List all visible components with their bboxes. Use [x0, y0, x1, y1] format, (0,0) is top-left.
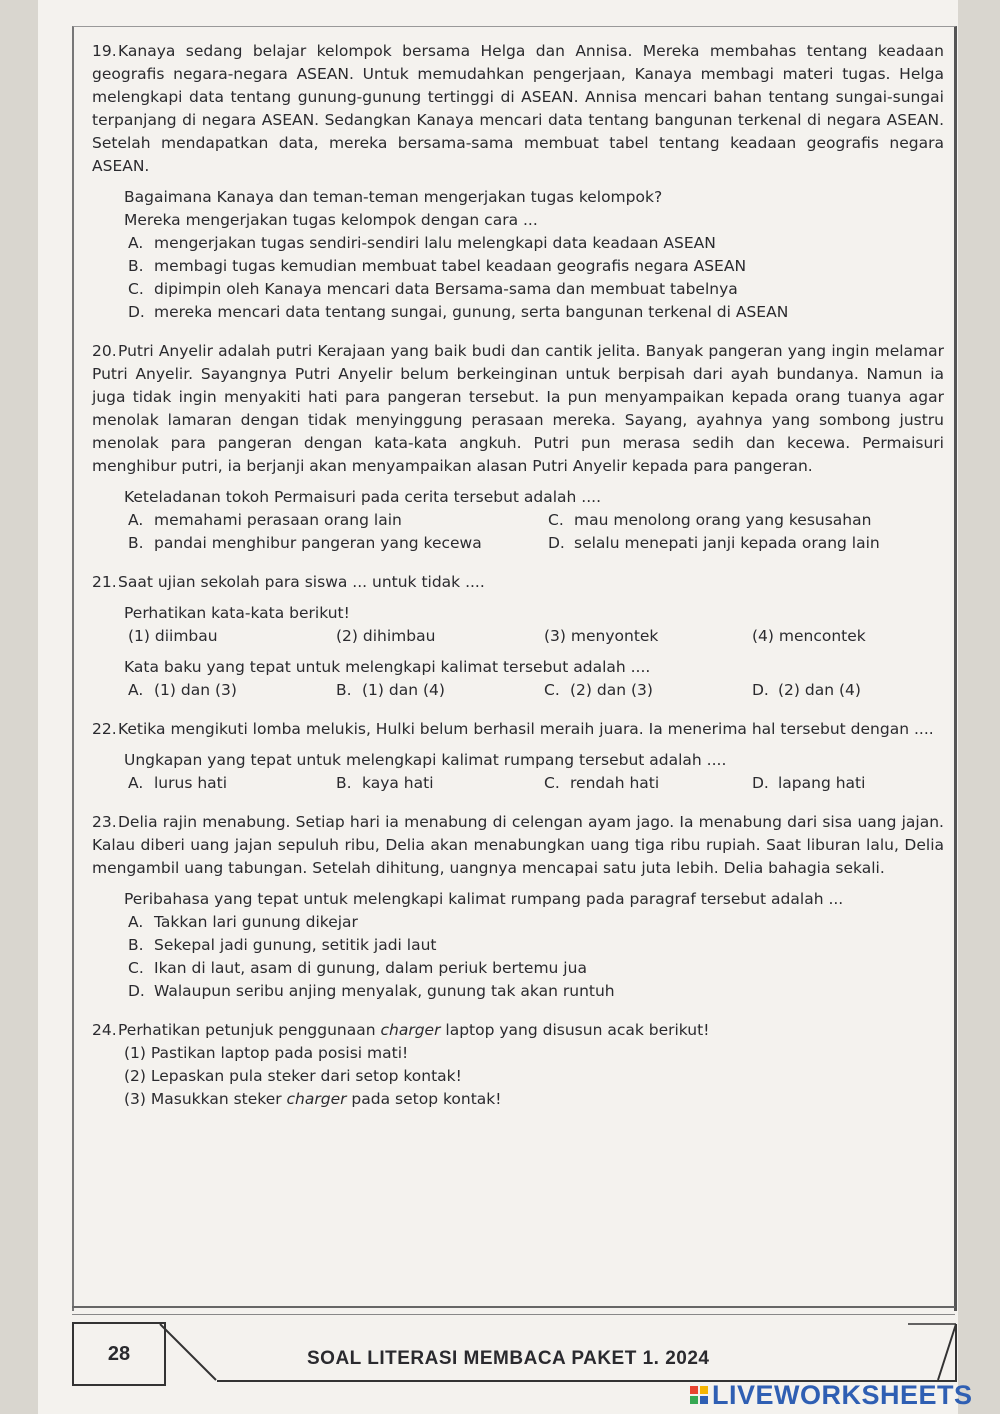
question-22-paragraph [92, 718, 944, 741]
question-content [92, 40, 944, 1127]
question-20 [92, 340, 944, 555]
question-number: 24. [92, 1021, 117, 1039]
answer-option-a[interactable]: A. mengerjakan tugas sendiri-sendiri lalu melengkapi data keadaan ASEAN [128, 234, 716, 252]
word-item: (2) dihimbau [336, 627, 436, 645]
question-21 [92, 571, 944, 702]
footer-right-decoration [908, 1322, 958, 1382]
instruction-step: (2) Lepaskan pula steker dari setop kontak! [124, 1067, 462, 1085]
liveworksheets-watermark [690, 1380, 973, 1410]
liveworksheets-logo-icon [690, 1386, 708, 1404]
question-22 [92, 718, 944, 795]
question-number: 21. [92, 573, 117, 591]
answer-options [92, 679, 944, 702]
answer-option-d[interactable]: D. selalu menepati janji kepada orang lain [548, 534, 880, 552]
question-prompt: Kata baku yang tepat untuk melengkapi kalimat tersebut adalah .... [124, 658, 651, 676]
question-23 [92, 811, 944, 1003]
question-21-sentence [92, 571, 944, 594]
answer-options [92, 772, 944, 795]
answer-option-d[interactable]: D. lapang hati [752, 774, 866, 792]
answer-option-c[interactable]: C. mau menolong orang yang kesusahan [548, 511, 872, 529]
question-20-paragraph [92, 340, 944, 478]
word-item: (1) diimbau [128, 627, 218, 645]
answer-option-c[interactable]: C. Ikan di laut, asam di gunung, dalam periuk bertemu jua [128, 959, 587, 977]
answer-option-d[interactable]: D. Walaupun seribu anjing menyalak, gunung tak akan runtuh [128, 982, 615, 1000]
answer-option-a[interactable]: A. memahami perasaan orang lain [128, 511, 402, 529]
page-number: 28 [72, 1322, 166, 1386]
frame-bottom-rule [72, 1306, 955, 1315]
question-text: Putri Anyelir adalah putri Kerajaan yang baik budi dan cantik jelita. Banyak pangeran yang ingin melamar Putri Anyelir. Sayangnya Putri Anyelir belum berkeinginan untuk berpisah dari ayah bundanya. Namun ia juga tidak ingin menyakiti hati para pangeran tersebut. Ia pun menyampaikan kepada orang tuanya agar menolak lamaran dengan tidak menyinggung perasaan mereka. Sayang, ayahnya yang sombong justru menolak para pangeran dengan kata-kata angkuh. Putri pun merasa sedih dan kecewa. Permaisuri menghibur putri, ia berjanji akan menyampaikan alasan Putri Anyelir kepada para pangeran. [92, 342, 944, 475]
question-prompt: Ungkapan yang tepat untuk melengkapi kalimat rumpang tersebut adalah .... [124, 751, 727, 769]
page-footer [72, 1322, 956, 1388]
question-19-paragraph [92, 40, 944, 178]
watermark-text: LIVEWORKSHEETS [712, 1379, 973, 1410]
question-text: Saat ujian sekolah para siswa ... untuk tidak .... [118, 573, 485, 591]
answer-option-b[interactable]: B. Sekepal jadi gunung, setitik jadi laut [128, 936, 437, 954]
answer-option-a[interactable]: A. Takkan lari gunung dikejar [128, 913, 358, 931]
question-19 [92, 40, 944, 324]
answer-option-c[interactable]: C. (2) dan (3) [544, 681, 653, 699]
instruction-step: (1) Pastikan laptop pada posisi mati! [124, 1044, 409, 1062]
question-text: Kanaya sedang belajar kelompok bersama Helga dan Annisa. Mereka membahas tentang keadaan geografis negara-negara ASEAN. Untuk memudahkan pengerjaan, Kanaya membagi materi tugas. Helga melengkapi data tentang gunung-gunung tertinggi di ASEAN. Annisa mencari bahan tentang sungai-sungai terpanjang di negara ASEAN. Sedangkan Kanaya mencari data tentang bangunan terkenal di negara ASEAN. Setelah mendapatkan data, mereka bersama-sama membuat tabel tentang keadaan geografis negara ASEAN. [92, 42, 944, 175]
answer-options [92, 509, 944, 555]
question-text: Delia rajin menabung. Setiap hari ia menabung di celengan ayam jago. Ia menabung dari sisa uang jajan. Kalau diberi uang jajan sepuluh ribu, Delia akan menabungkan uang tiga ribu rupiah. Saat liburan lalu, Delia mengambil uang tabungan. Setelah dihitung, uangnya mencapai satu juta lebih. Delia bahagia sekali. [92, 813, 944, 877]
question-number: 20. [92, 342, 117, 360]
footer-slant-decoration [158, 1324, 218, 1384]
answer-option-d[interactable]: D. mereka mencari data tentang sungai, gunung, serta bangunan terkenal di ASEAN [128, 303, 789, 321]
answer-option-b[interactable]: B. kaya hati [336, 774, 434, 792]
question-text: Ketika mengikuti lomba melukis, Hulki belum berhasil meraih juara. Ia menerima hal tersebut dengan .... [118, 720, 934, 738]
question-number: 19. [92, 42, 117, 60]
answer-option-b[interactable]: B. pandai menghibur pangeran yang kecewa [128, 534, 482, 552]
answer-option-b[interactable]: B. membagi tugas kemudian membuat tabel keadaan geografis negara ASEAN [128, 257, 747, 275]
word-item: (4) mencontek [752, 627, 866, 645]
question-number: 22. [92, 720, 117, 738]
question-number: 23. [92, 813, 117, 831]
word-item: (3) menyontek [544, 627, 659, 645]
footer-title: SOAL LITERASI MEMBACA PAKET 1. 2024 [307, 1348, 710, 1369]
answer-option-b[interactable]: B. (1) dan (4) [336, 681, 445, 699]
question-prompt: Mereka mengerjakan tugas kelompok dengan cara ... [124, 211, 538, 229]
answer-option-d[interactable]: D. (2) dan (4) [752, 681, 861, 699]
question-prompt: Perhatikan kata-kata berikut! [124, 604, 350, 622]
question-23-paragraph [92, 811, 944, 880]
instruction-step: (3) Masukkan steker charger pada setop kontak! [124, 1090, 502, 1108]
question-24 [92, 1019, 944, 1111]
answer-option-c[interactable]: C. rendah hati [544, 774, 660, 792]
question-prompt: Peribahasa yang tepat untuk melengkapi kalimat rumpang pada paragraf tersebut adalah ... [124, 890, 844, 908]
word-list [92, 625, 944, 648]
question-prompt: Bagaimana Kanaya dan teman-teman mengerjakan tugas kelompok? [124, 188, 663, 206]
answer-option-a[interactable]: A. lurus hati [128, 774, 228, 792]
question-24-intro: 24.Perhatikan petunjuk penggunaan charger laptop yang disusun acak berikut! [92, 1019, 944, 1042]
answer-option-a[interactable]: A. (1) dan (3) [128, 681, 237, 699]
question-prompt: Keteladanan tokoh Permaisuri pada cerita tersebut adalah .... [124, 488, 602, 506]
answer-option-c[interactable]: C. dipimpin oleh Kanaya mencari data Bersama-sama dan membuat tabelnya [128, 280, 738, 298]
